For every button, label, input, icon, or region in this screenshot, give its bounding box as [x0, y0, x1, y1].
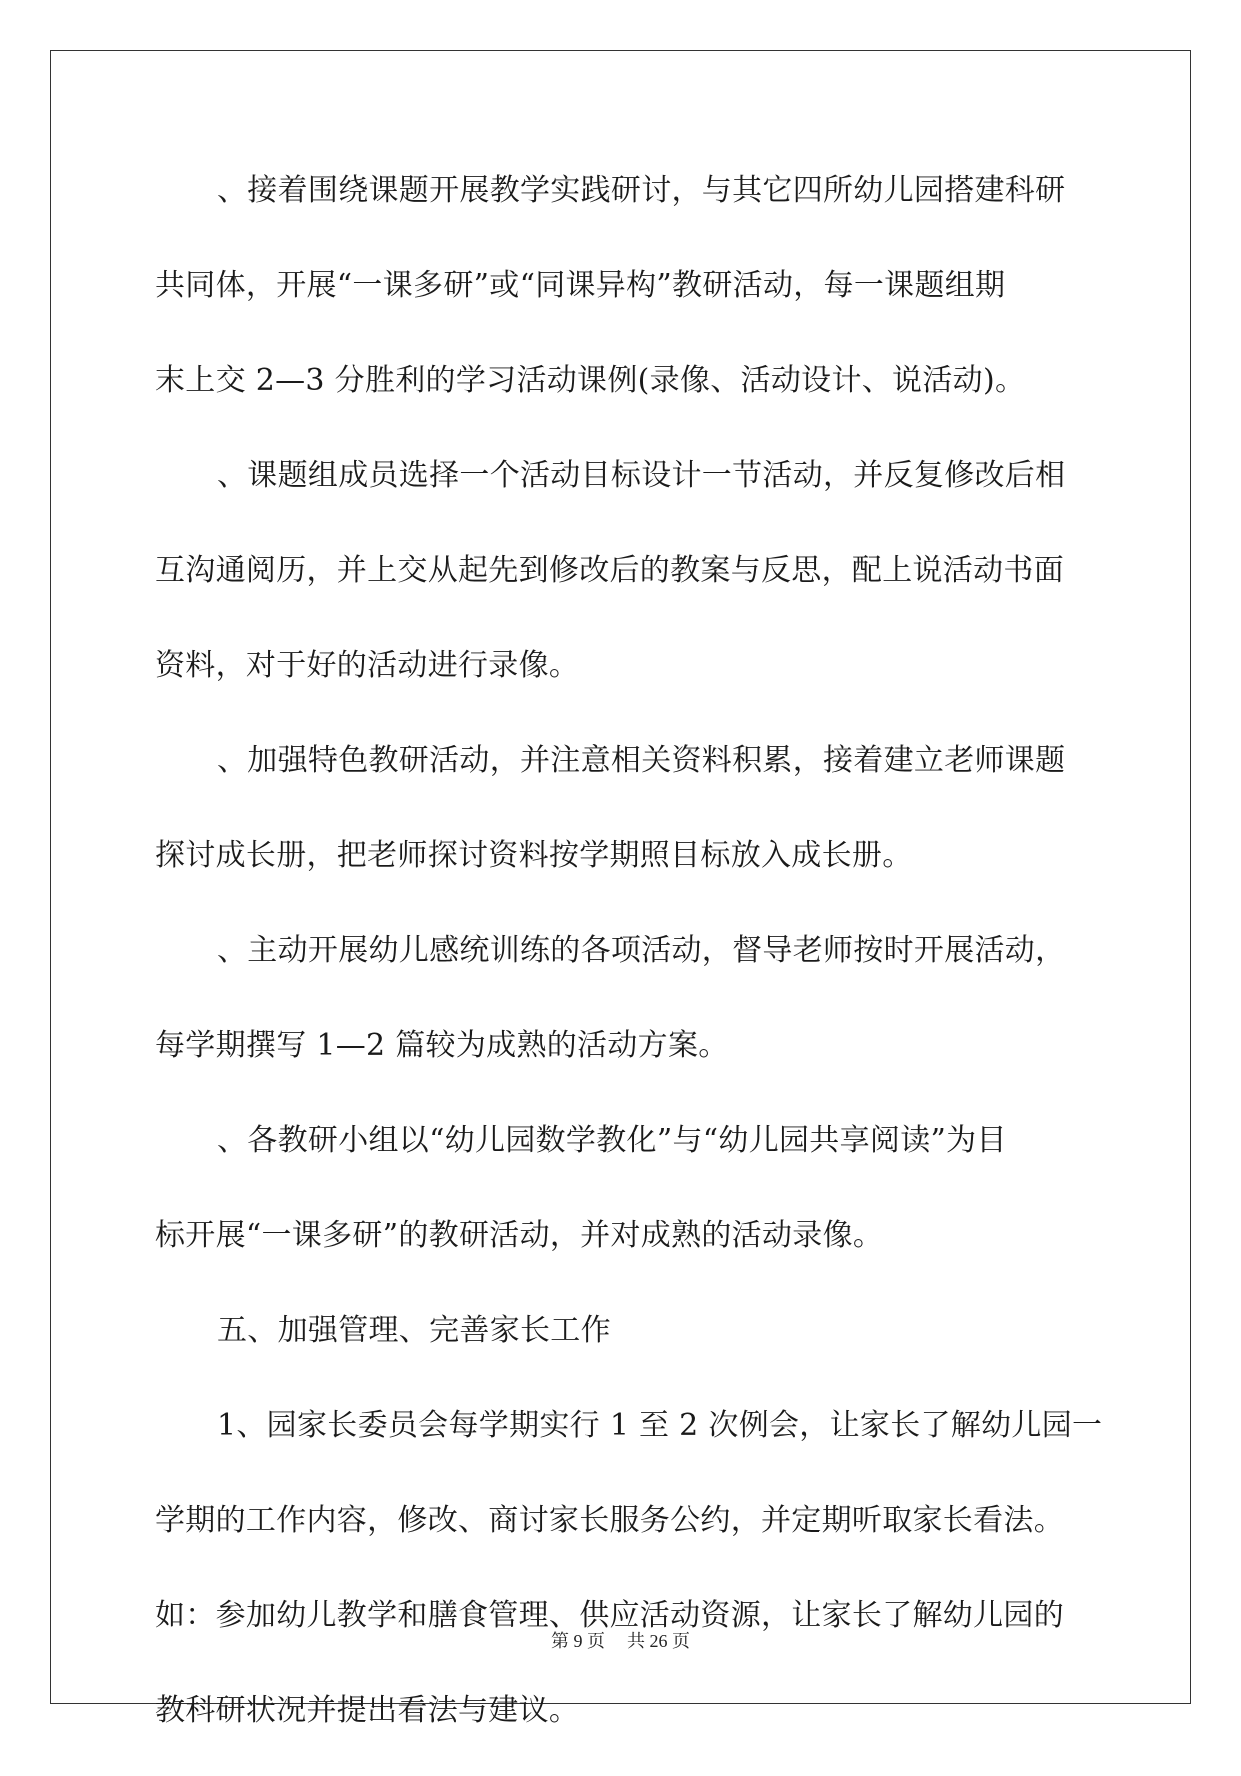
text-line: 探讨成长册，把老师探讨资料按学期照目标放入成长册。	[155, 838, 913, 873]
text-line: 如：参加幼儿教学和膳食管理、供应活动资源，让家长了解幼儿园的	[155, 1598, 1064, 1633]
page-footer	[0, 1627, 1241, 1653]
text-line: 共同体，开展“一课多研”或“同课异构”教研活动，每一课题组期	[155, 268, 1006, 303]
page-total: 共 26 页	[627, 1631, 690, 1651]
text-line: 、各教研小组以“幼儿园数学教化”与“幼儿园共享阅读”为目	[217, 1123, 1007, 1158]
text-line: 每学期撰写 1—2 篇较为成熟的活动方案。	[155, 1028, 729, 1063]
text-line: 资料，对于好的活动进行录像。	[155, 648, 580, 683]
text-line: 、加强特色教研活动，并注意相关资料积累，接着建立老师课题	[217, 743, 1066, 778]
text-line: 、主动开展幼儿感统训练的各项活动，督导老师按时开展活动，	[217, 933, 1066, 968]
text-line: 教科研状况并提出看法与建议。	[155, 1693, 580, 1728]
document-body	[155, 161, 1103, 1776]
page-number: 第 9 页	[551, 1631, 605, 1651]
text-line: 学期的工作内容，修改、商讨家长服务公约，并定期听取家长看法。	[155, 1503, 1064, 1538]
text-line: 标开展“一课多研”的教研活动，并对成熟的活动录像。	[155, 1218, 884, 1253]
section-heading: 五、加强管理、完善家长工作	[217, 1313, 611, 1348]
text-line: 互沟通阅历，并上交从起先到修改后的教案与反思，配上说活动书面	[155, 553, 1064, 588]
text-line: 、课题组成员选择一个活动目标设计一节活动，并反复修改后相	[217, 458, 1066, 493]
text-line: 末上交 2—3 分胜利的学习活动课例(录像、活动设计、说活动)。	[155, 363, 1026, 398]
text-line: 1、园家长委员会每学期实行 1 至 2 次例会，让家长了解幼儿园一	[217, 1408, 1103, 1443]
text-line: 、接着围绕课题开展教学实践研讨，与其它四所幼儿园搭建科研	[217, 173, 1066, 208]
